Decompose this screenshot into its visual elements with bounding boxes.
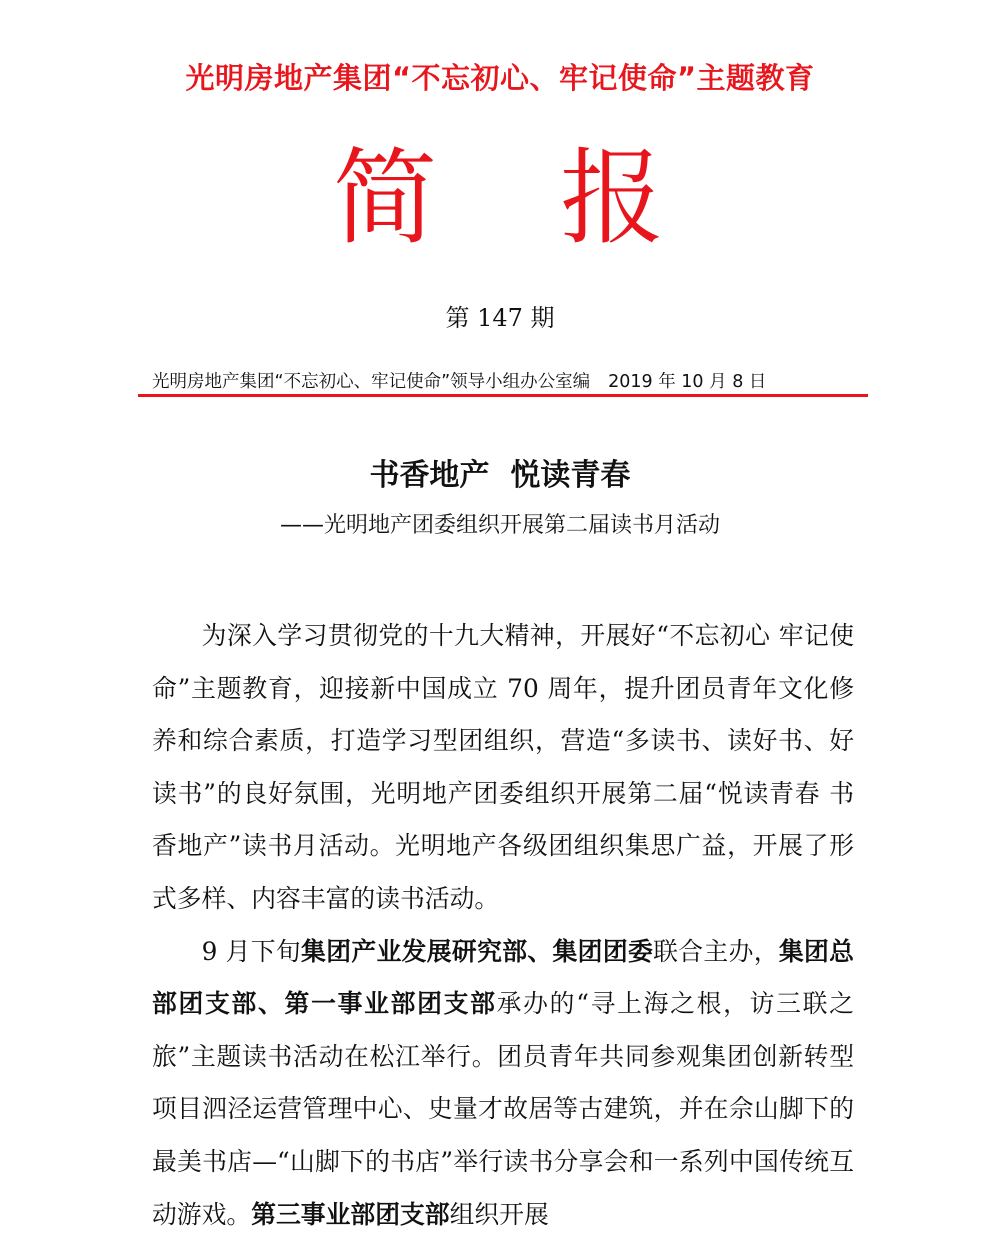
masthead-char-jian: 简: [333, 137, 438, 259]
article-subtitle: ——光明地产团委组织开展第二届读书月活动: [279, 513, 720, 538]
p2-text-e: 承办的“寻上海之根，访三联之旅”主题读书活动在松江举行。团员青年共同参观集团创新转型项目泗泾运营管理中心、史量才故居等古建筑，并在佘山脚下的最美书店—“山脚下的书店”举行读书分享会和一系列中国传统互动游戏。: [152, 989, 854, 1229]
masthead: [0, 138, 1000, 258]
paragraph-2: [152, 926, 854, 1241]
masthead-char-bao: 报: [560, 137, 665, 259]
p2-text-g: 组织开展: [449, 1199, 549, 1229]
article-body: [152, 610, 854, 1241]
p2-bold-b: 集团产业发展研究部、集团团委: [301, 936, 654, 966]
editor-line: [152, 368, 852, 393]
header-org-title: 光明房地产集团“不忘初心、牢记使命”主题教育: [185, 61, 815, 95]
article-title: 书香地产 悦读青春: [369, 458, 631, 493]
issue-number: 第 147 期: [445, 304, 555, 332]
p2-bold-d: 集团总部团支部、第一事业部团支部: [152, 936, 854, 1019]
editor-name: 光明房地产集团“不忘初心、牢记使命”领导小组办公室编: [152, 372, 591, 392]
p2-text-c: 联合主办，: [653, 936, 779, 966]
issue-date: 2019 年 10 月 8 日: [608, 372, 767, 392]
p2-text-a: 9 月下旬: [201, 936, 302, 966]
p2-bold-f: 第三事业部团支部: [251, 1199, 450, 1229]
red-divider: [138, 394, 868, 397]
paragraph-1: 为深入学习贯彻党的十九大精神，开展好“不忘初心 牢记使命”主题教育，迎接新中国成立 70 周年，提升团员青年文化修养和综合素质，打造学习型团组织，营造“多读书、读好书、好读书”的良好氛围，光明地产团委组织开展第二届“悦读青春 书香地产”读书月活动。光明地产各级团组织集思广益，开展了形式多样、内容丰富的读书活动。: [152, 621, 854, 913]
